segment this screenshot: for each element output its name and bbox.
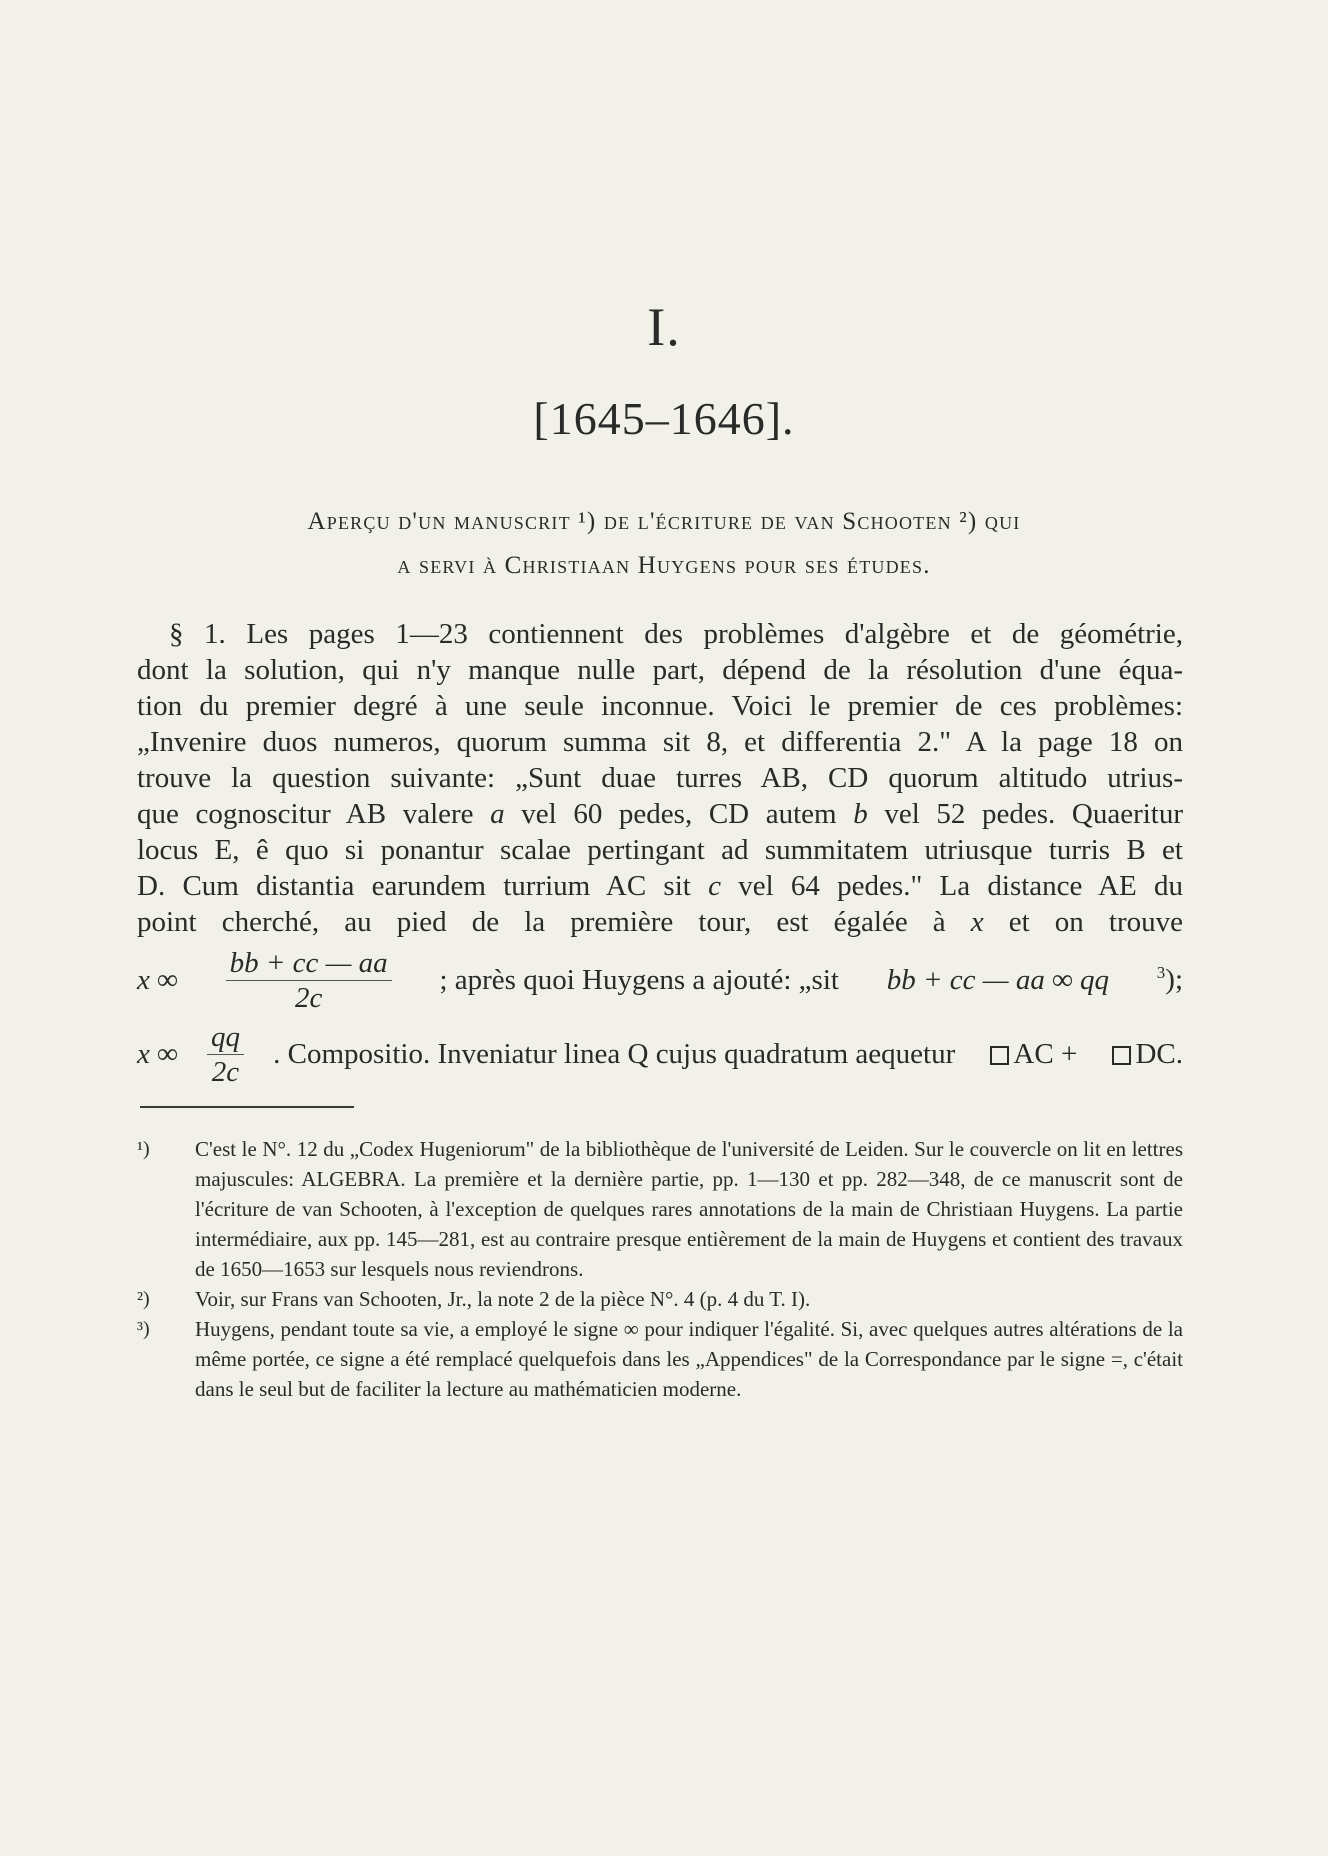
formula-expression: bb + cc — aa ∞ qq [886, 963, 1109, 996]
fraction-numerator: bb + cc — aa [226, 946, 392, 981]
footnote-mark: ²) [137, 1288, 150, 1310]
section-subtitle [140, 500, 1188, 588]
body-text: vel 60 pedes, CD autem [504, 798, 854, 830]
main-paragraph [137, 616, 1183, 940]
square-symbol-icon [990, 1046, 1009, 1065]
fraction-denominator: 2c [211, 1055, 240, 1088]
variable-b: b [853, 798, 868, 830]
body-line [137, 868, 1183, 904]
square-term: DC. [1106, 1038, 1183, 1071]
formula-line-1 [137, 944, 1183, 1016]
formula-lhs: x ∞ [137, 1037, 178, 1070]
fraction [226, 946, 392, 1015]
chapter-number: I. [647, 297, 681, 357]
footnote-divider [140, 1106, 354, 1108]
body-line: „Invenire duos numeros, quorum summa sit 8, et differentia 2." A la page 18 on [137, 726, 1183, 758]
footnote-3 [137, 1314, 1183, 1404]
body-text: vel 64 pedes." La distance AE du [720, 870, 1184, 902]
fraction-numerator: qq [207, 1020, 244, 1055]
subtitle-line-2: a servi à Christiaan Huygens pour ses études. [397, 552, 931, 579]
body-line: § 1. Les pages 1—23 contiennent des problèmes d'algèbre et de géométrie, [169, 618, 1183, 650]
footnote-mark: ¹) [137, 1138, 150, 1160]
formula-text: . Compositio. Inveniatur linea Q cujus quadratum aequetur [273, 1037, 956, 1070]
body-text: D. Cum distantia earundem turrium AC sit [137, 870, 709, 902]
body-line: locus E, ê quo si ponantur scalae pertingant ad summitatem utriusque turris B et [137, 834, 1183, 866]
footnote-text: Huygens, pendant toute sa vie, a employé le signe ∞ pour indiquer l'égalité. Si, avec quelques autres altérations de la même portée, ce signe a été remplacé quelquefois dans les „Appendices" de la Correspondance par le signe =, c'était dans le seul but de faciliter la lecture au mathématicien moderne. [195, 1317, 1183, 1401]
square-symbol-icon [1112, 1046, 1131, 1065]
footnotes [137, 1134, 1183, 1404]
footnote-2 [137, 1284, 1183, 1314]
footnote-ref: $^3$); [1156, 963, 1183, 996]
body-line [137, 904, 1183, 940]
body-text: et on trouve [983, 906, 1183, 938]
square-term: AC + [984, 1038, 1077, 1071]
body-text: que cognoscitur AB valere [137, 798, 491, 830]
body-text: vel 52 pedes. Quaeritur [867, 798, 1184, 830]
footnote-text: C'est le N°. 12 du „Codex Hugeniorum" de la bibliothèque de l'université de Leiden. Sur le couvercle on lit en lettres majuscules: ALGEBRA. La première et la dernière partie, pp. 1—130 et pp. 282—348, de ce manuscrit sont de l'écriture de van Schooten, à l'exception de quelques rares annotations de la main de Christiaan Huygens. La partie intermédiaire, aux pp. 145—281, est au contraire presque entièrement de la main de Huygens et contient des travaux de 1650—1653 sur lesquels nous reviendrons. [195, 1137, 1183, 1281]
fraction [207, 1020, 244, 1089]
variable-c: c [708, 870, 721, 902]
variable-x: x [970, 906, 984, 938]
body-line [137, 796, 1183, 832]
footnote-mark: ³) [137, 1318, 150, 1340]
body-line: trouve la question suivante: „Sunt duae turres AB, CD quorum altitudo utrius- [137, 762, 1183, 794]
variable-a: a [490, 798, 505, 830]
date-range: [1645–1646]. [533, 393, 795, 444]
footnote-1 [137, 1134, 1183, 1284]
body-line: tion du premier degré à une seule inconnue. Voici le premier de ces problèmes: [137, 690, 1183, 722]
subtitle-line-1: Aperçu d'un manuscrit ¹) de l'écriture de van Schooten ²) qui [307, 508, 1021, 535]
formula-lhs: x ∞ [137, 963, 178, 996]
formula-text: ; après quoi Huygens a ajouté: „sit [439, 963, 839, 996]
footnote-text: Voir, sur Frans van Schooten, Jr., la note 2 de la pièce N°. 4 (p. 4 du T. I). [195, 1287, 811, 1311]
formula-line-2 [137, 1020, 1183, 1088]
body-line: dont la solution, qui n'y manque nulle part, dépend de la résolution d'une équa- [137, 654, 1183, 686]
body-text: point cherché, au pied de la première tour, est égalée à [137, 906, 971, 938]
fraction-denominator: 2c [294, 981, 323, 1014]
